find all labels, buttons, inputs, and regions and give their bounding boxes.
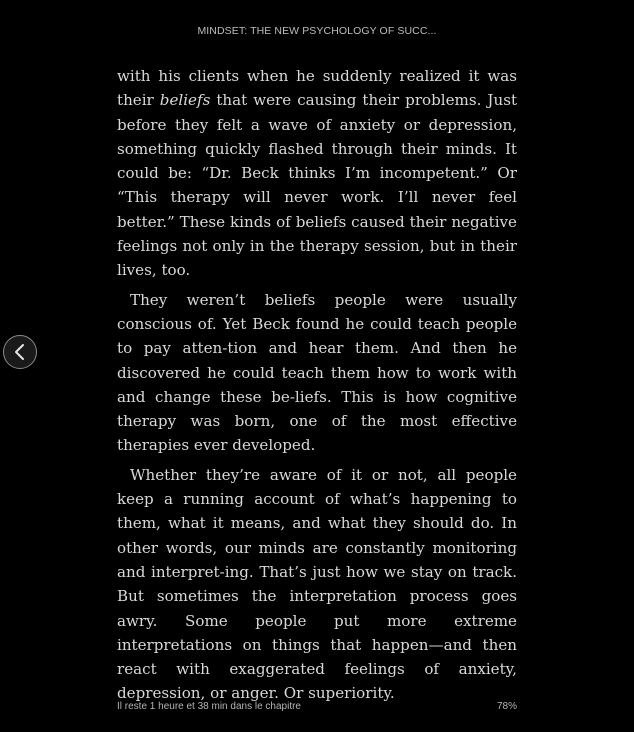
paragraph-2: They weren’t beliefs people were usually conscious of. Yet Beck found he could teach people to pay atten-tion and hear them. And then he discovered he could teach them how to work with and change these be-liefs. This is how cognitive therapy was born, one of the most effective therapies ever developed.: [117, 290, 517, 455]
previous-page-button[interactable]: [3, 335, 37, 369]
page-content: [117, 64, 517, 711]
chapter-time-remaining: Il reste 1 heure et 38 min dans le chapitre: [117, 701, 301, 712]
book-title: MINDSET: THE NEW PSYCHOLOGY OF SUCC...: [197, 25, 437, 37]
paragraph-1-start: with his clients when he suddenly realized it was their: [117, 67, 517, 110]
reading-progress: 78%: [496, 701, 517, 712]
paragraph-1-end: that were causing their problems. Just before they felt a wave of anxiety or depression, something quickly flashed through their minds. It could be: “Dr. Beck thinks I’m incompetent.” Or “This therapy will never work. I’ll never feel better.” These kinds of beliefs caused their negative feelings not only in the therapy session, but in their lives, too.: [117, 91, 518, 280]
paragraph-1: [117, 64, 517, 283]
chevron-left-icon: [13, 343, 27, 361]
paragraph-1-emphasis: beliefs: [159, 91, 211, 110]
paragraph-3: Whether they’re aware of it or not, all people keep a running account of what’s happening to them, what it means, and what they should do. In other words, our minds are constantly monitoring and interpret-ing. That’s just how we stay on track. But sometimes the interpretation process goes awry. Some people put more extreme interpretations on things that happen—and then react with exaggerated feelings of anxiety, depression, or anger. Or superiority.: [117, 465, 517, 703]
